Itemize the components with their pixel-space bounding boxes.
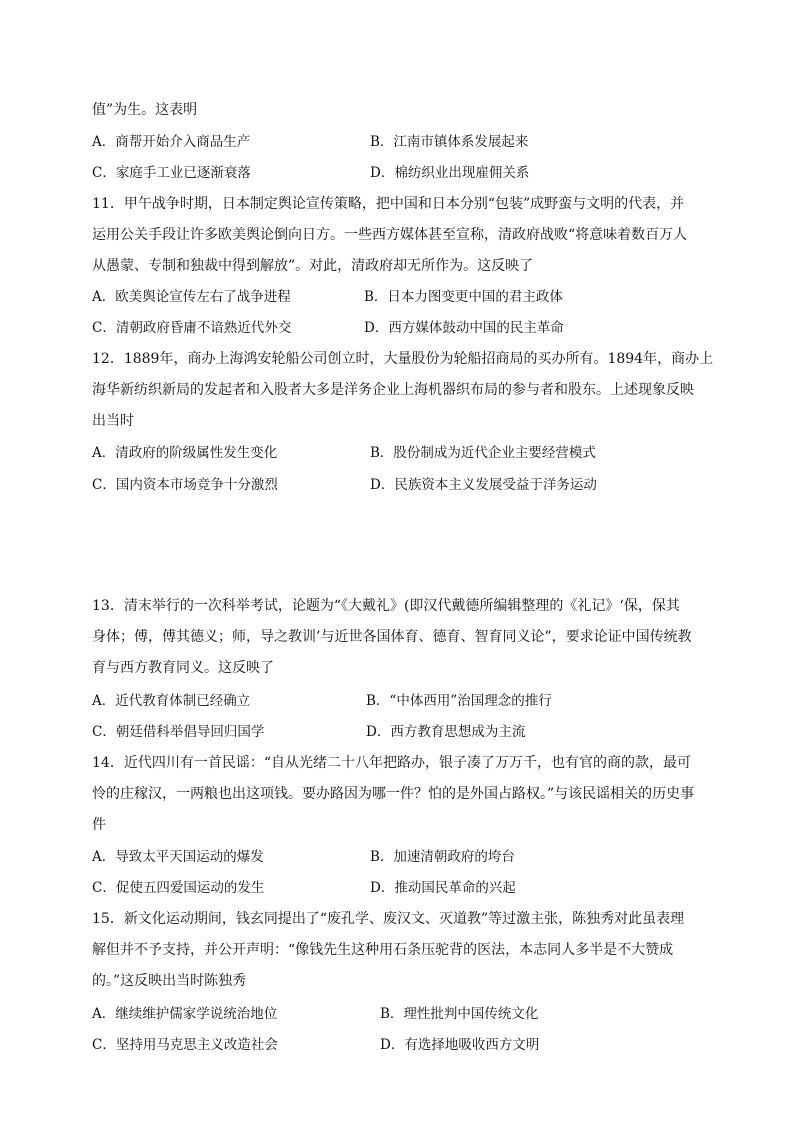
q15-option-d: D．有选择地吸收西方文明	[380, 1037, 540, 1053]
q12-stem-line-3: 出当时	[92, 413, 134, 429]
q11-option-b: B．日本力图变更中国的君主政体	[364, 289, 563, 305]
q10-stem-tail: 值”为生。这表明	[92, 102, 198, 118]
q13-stem-line-1: 13．清末举行的一次科举考试，论题为“《大戴礼》(即汉代戴德所编辑整理的《礼记》‘保，保其	[92, 598, 680, 614]
q11-option-c: C．清朝政府昏庸不谙熟近代外交	[92, 320, 292, 336]
q10-option-a: A．商帮开始介入商品生产	[92, 134, 251, 150]
q11-option-a: A．欧美舆论宣传左右了战争进程	[92, 289, 291, 305]
q14-stem-line-3: 件	[92, 817, 106, 833]
q14-option-c: C．促使五四爱国运动的发生	[92, 880, 265, 896]
q11-option-d: D．西方媒体鼓动中国的民主革命	[364, 320, 564, 336]
q11-stem-line-2: 运用公关手段让许多欧美舆论倒向日方。一些西方媒体甚至宣称，清政府战败“将意味着数百万人	[92, 227, 688, 243]
q15-option-b: B．理性批判中国传统文化	[380, 1006, 539, 1022]
q15-option-a: A．继续维护儒家学说统治地位	[92, 1006, 278, 1022]
q13-option-b: B．“中体西用”治国理念的推行	[366, 693, 552, 709]
q13-stem-line-2: 身体；傅，傅其德义；师，导之教训’与近世各国体育、德育、智育同义论”，要求论证中国传统教	[92, 629, 692, 645]
q14-stem-line-1: 14．近代四川有一首民谣：“自从光绪二十八年把路办，银子凑了万万千，也有官的商的款，最可	[92, 755, 691, 771]
q15-stem-line-1: 15．新文化运动期间，钱玄同提出了“废孔学、废汉文、灭道教”等过激主张，陈独秀对此虽表理	[92, 911, 685, 927]
q10-option-d: D．棉纺织业出现雇佣关系	[370, 165, 530, 181]
q13-option-a: A．近代教育体制已经确立	[92, 693, 251, 709]
q12-option-c: C．国内资本市场竞争十分激烈	[92, 477, 278, 493]
q11-stem-line-3: 从愚蒙、专制和独裁中得到解放”。对此，清政府却无所作为。这反映了	[92, 258, 534, 274]
q13-option-d: D．西方教育思想成为主流	[366, 724, 526, 740]
q13-stem-line-3: 育与西方教育同义。这反映了	[92, 660, 274, 676]
q14-option-a: A．导致太平天国运动的爆发	[92, 849, 264, 865]
q15-stem-line-2: 解但并不予支持，并公开声明：“像钱先生这种用石条压驼背的医法，本志同人多半是不大赞成	[92, 942, 674, 958]
q14-option-b: B．加速清朝政府的垮台	[370, 849, 515, 865]
q10-option-c: C．家庭手工业已逐渐衰落	[92, 165, 251, 181]
q12-option-d: D．民族资本主义发展受益于洋务运动	[370, 477, 597, 493]
q13-option-c: C．朝廷借科举倡导回归国学	[92, 724, 265, 740]
q12-option-b: B．股份制成为近代企业主要经营模式	[370, 445, 596, 461]
q10-option-b: B．江南市镇体系发展起来	[370, 134, 529, 150]
q15-stem-line-3: 的。”这反映出当时陈独秀	[92, 973, 247, 989]
q14-option-d: D．推动国民革命的兴起	[370, 880, 516, 896]
q12-stem-line-1: 12．1889年，商办上海鸿安轮船公司创立时，大量股份为轮船招商局的买办所有。1894年，商办上	[92, 351, 714, 367]
q12-option-a: A．清政府的阶级属性发生变化	[92, 445, 278, 461]
q11-stem-line-1: 11．甲午战争时期，日本制定舆论宣传策略，把中国和日本分别“包装”成野蛮与文明的代表，并	[92, 196, 685, 212]
q14-stem-line-2: 怜的庄稼汉，一两粮也出这项钱。要办路因为哪一件？怕的是外国占路权。”与该民谣相关的历史事	[92, 786, 695, 802]
q12-stem-line-2: 海华新纺织新局的发起者和入股者大多是洋务企业上海机器织布局的参与者和股东。上述现象反映	[92, 382, 694, 398]
q15-option-c: C．坚持用马克思主义改造社会	[92, 1037, 278, 1053]
